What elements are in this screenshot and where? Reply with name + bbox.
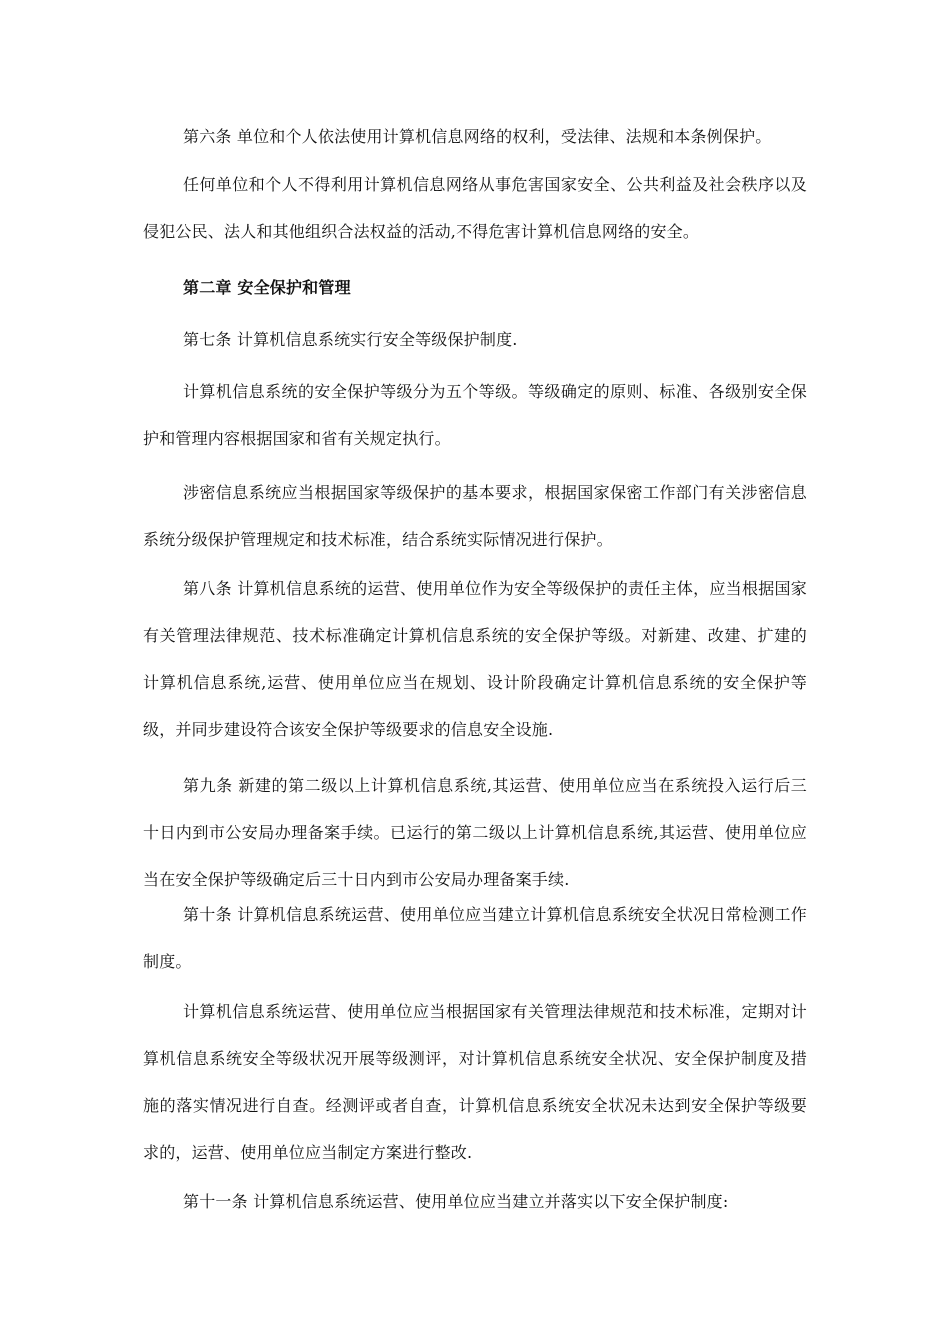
- chapter-2-heading: 第二章 安全保护和管理: [183, 278, 351, 297]
- article-6-clause-paragraph: 任何单位和个人不得利用计算机信息网络从事危害国家安全、公共利益及社会秩序以及侵犯公民、法人和其他组织合法权益的活动,不得危害计算机信息网络的安全。: [143, 175, 807, 241]
- article-10-paragraph: 第十条 计算机信息系统运营、使用单位应当建立计算机信息系统安全状况日常检测工作制度。: [143, 905, 807, 971]
- article-6-paragraph: 第六条 单位和个人依法使用计算机信息网络的权利，受法律、法规和本条例保护。: [183, 127, 772, 146]
- article-7-paragraph: 第七条 计算机信息系统实行安全等级保护制度.: [183, 330, 518, 349]
- article-7-levels-paragraph: 计算机信息系统的安全保护等级分为五个等级。等级确定的原则、标准、各级别安全保护和管理内容根据国家和省有关规定执行。: [143, 382, 807, 448]
- article-8-paragraph: 第八条 计算机信息系统的运营、使用单位作为安全等级保护的责任主体，应当根据国家有关管理法律规范、技术标准确定计算机信息系统的安全保护等级。对新建、改建、扩建的计算机信息系统,运营、使用单位应当在规划、设计阶段确定计算机信息系统的安全保护等级，并同步建设符合该安全保护等级要求的信息安全设施.: [143, 579, 807, 739]
- article-11-paragraph: 第十一条 计算机信息系统运营、使用单位应当建立并落实以下安全保护制度:: [183, 1192, 729, 1211]
- article-7-classified-paragraph: 涉密信息系统应当根据国家等级保护的基本要求，根据国家保密工作部门有关涉密信息系统分级保护管理规定和技术标准，结合系统实际情况进行保护。: [143, 483, 807, 549]
- article-9-paragraph: 第九条 新建的第二级以上计算机信息系统,其运营、使用单位应当在系统投入运行后三十日内到市公安局办理备案手续。已运行的第二级以上计算机信息系统,其运营、使用单位应当在安全保护等级确定后三十日内到市公安局办理备案手续.: [143, 776, 807, 889]
- article-10-evaluation-paragraph: 计算机信息系统运营、使用单位应当根据国家有关管理法律规范和技术标准，定期对计算机信息系统安全等级状况开展等级测评，对计算机信息系统安全状况、安全保护制度及措施的落实情况进行自查。经测评或者自查，计算机信息系统安全状况未达到安全保护等级要求的，运营、使用单位应当制定方案进行整改.: [143, 1002, 807, 1162]
